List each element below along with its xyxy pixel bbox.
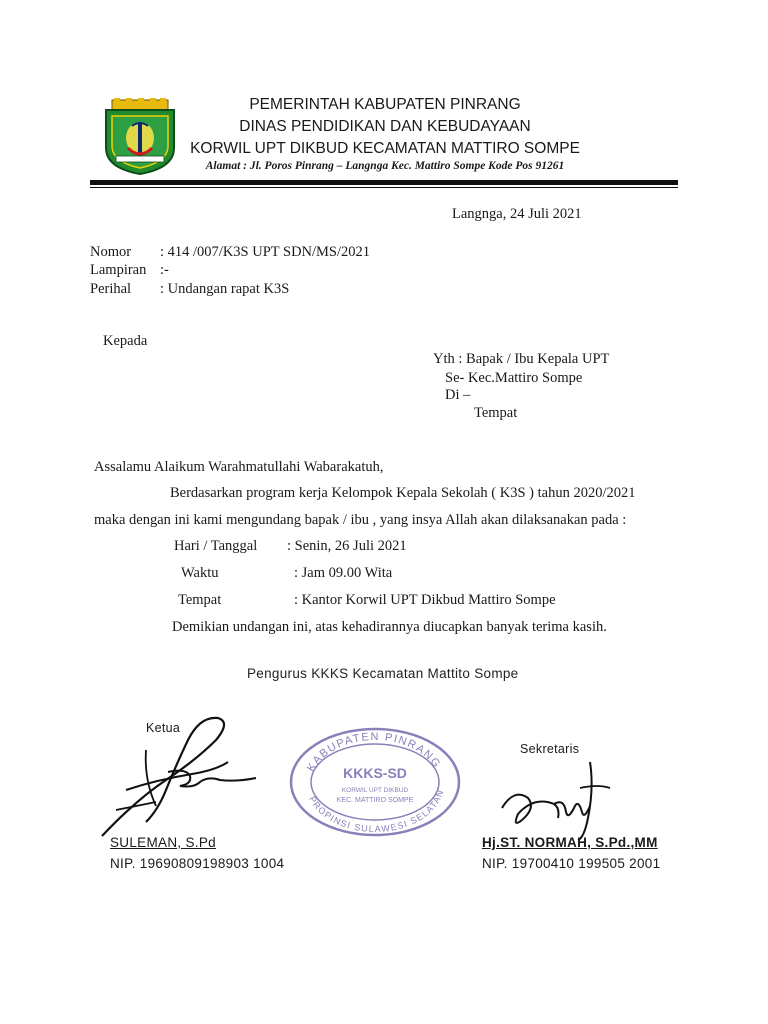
paragraph-line-2: maka dengan ini kami mengundang bapak / ibu , yang insya Allah akan dilaksanakan pada :: [94, 512, 627, 528]
stamp-top-text: KABUPATEN PINRANG: [304, 730, 444, 774]
letterhead-thick-rule: [90, 180, 678, 185]
waktu-value: : Jam 09.00 Wita: [294, 565, 393, 581]
tempat-label: Tempat: [178, 592, 222, 608]
waktu-label: Waktu: [181, 565, 219, 581]
stamp-inner-line-2: KEC. MATTIRO SOMPE: [336, 797, 414, 804]
paragraph-line-1: Berdasarkan program kerja Kelompok Kepala Sekolah ( K3S ) tahun 2020/2021: [170, 485, 636, 501]
closing-line: Demikian undangan ini, atas kehadirannya diucapkan banyak terima kasih.: [172, 619, 607, 635]
letterhead-line-2: DINAS PENDIDIKAN DAN KEBUDAYAAN: [239, 118, 531, 135]
recipient-yth: Yth : Bapak / Ibu Kepala UPT: [433, 351, 610, 367]
right-handwritten-signature: [494, 758, 614, 843]
recipient-kepada: Kepada: [103, 333, 148, 349]
letterhead-line-1: PEMERINTAH KABUPATEN PINRANG: [249, 96, 521, 113]
left-handwritten-signature: [96, 710, 266, 840]
left-signer-title: Ketua: [146, 721, 181, 735]
right-signer-title: Sekretaris: [520, 742, 580, 756]
left-signer-name: SULEMAN, S.Pd: [110, 835, 216, 850]
recipient-di: Di –: [445, 387, 471, 403]
perihal-label: Perihal: [90, 281, 132, 297]
stamp-center-text: KKKS-SD: [343, 765, 407, 781]
tempat-value: : Kantor Korwil UPT Dikbud Mattiro Sompe: [294, 592, 556, 608]
nomor-value: : 414 /007/K3S UPT SDN/MS/2021: [160, 244, 371, 260]
hari-value: : Senin, 26 Juli 2021: [287, 538, 407, 554]
official-stamp: [288, 726, 462, 838]
stamp-bottom-text: PROPINSI SULAWESI SELATAN: [307, 787, 446, 835]
hari-label: Hari / Tanggal: [174, 538, 258, 554]
stamp-inner-line-1: KORWIL UPT DIKBUD: [341, 787, 409, 794]
lampiran-value: :-: [160, 262, 169, 278]
right-signer-nip: NIP. 19700410 199505 2001: [482, 856, 661, 871]
letterhead-thin-rule: [90, 187, 678, 188]
recipient-se: Se- Kec.Mattiro Sompe: [445, 370, 583, 386]
right-signer-name: Hj.ST. NORMAH, S.Pd.,MM: [482, 835, 658, 850]
meta-nomor: [90, 244, 370, 261]
meta-lampiran: [90, 262, 169, 279]
greeting: Assalamu Alaikum Warahmatullahi Wabarakatuh,: [94, 459, 384, 475]
letterhead-address: Alamat : Jl. Poros Pinrang – Langnga Kec. Mattiro Sompe Kode Pos 91261: [205, 160, 565, 172]
place-date: Langnga, 24 Juli 2021: [452, 206, 582, 222]
nomor-label: Nomor: [90, 244, 132, 260]
left-signer-nip: NIP. 19690809198903 1004: [110, 856, 285, 871]
lampiran-label: Lampiran: [90, 262, 147, 278]
meta-perihal: [90, 281, 289, 298]
signature-heading: Pengurus KKKS Kecamatan Mattito Sompe: [247, 666, 519, 681]
perihal-value: : Undangan rapat K3S: [160, 281, 290, 297]
recipient-tempat: Tempat: [474, 405, 518, 421]
letterhead-line-3: KORWIL UPT DIKBUD KECAMATAN MATTIRO SOMPE: [190, 140, 580, 157]
